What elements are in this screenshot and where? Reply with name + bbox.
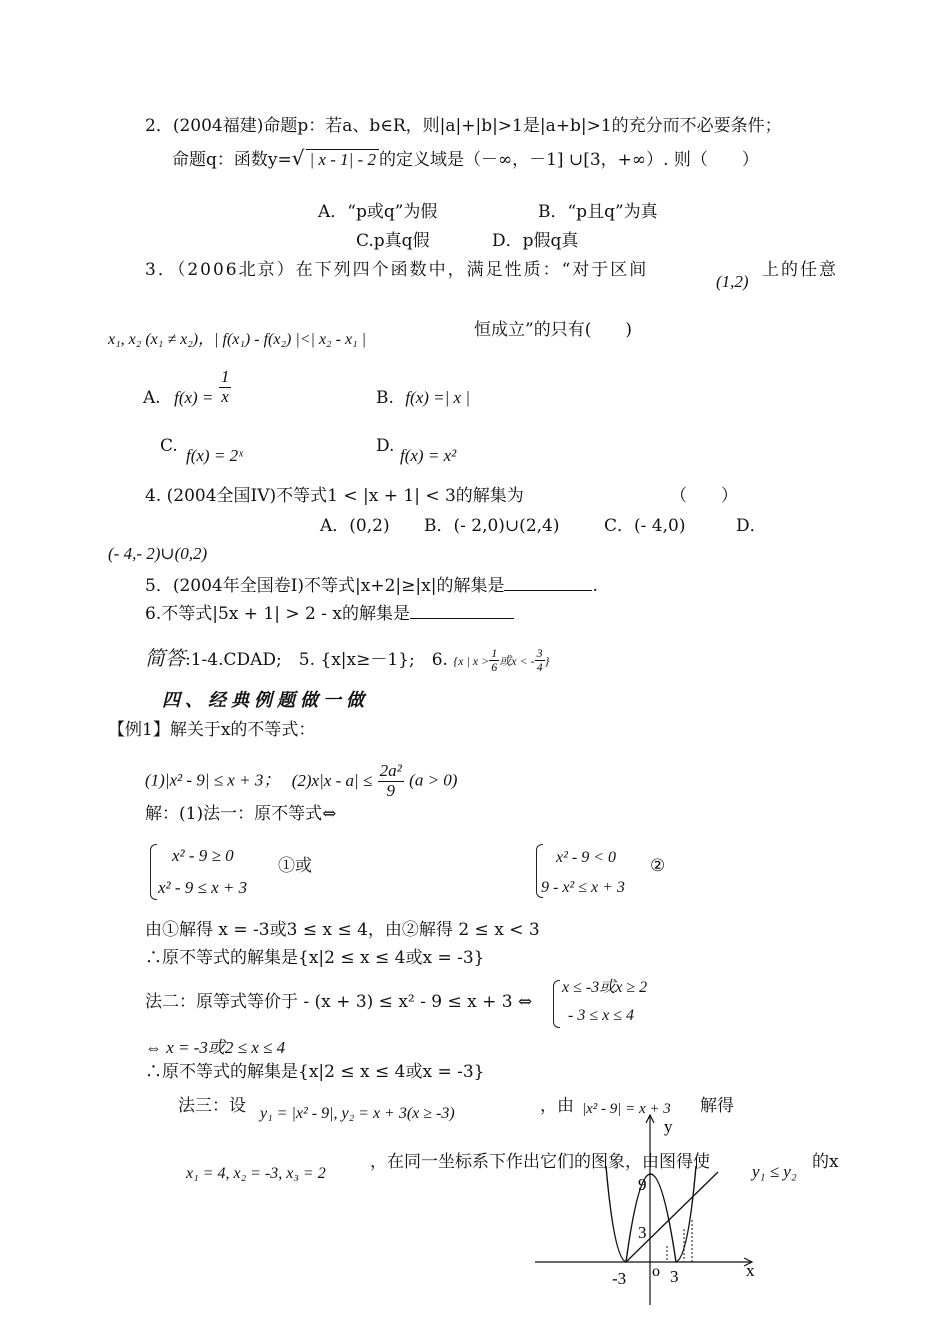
q3-option-c-math: f(x) = 2ˣ: [186, 446, 243, 465]
ex1-method3-text: ，在同一坐标系下作出它们的图象，由图得使: [370, 1152, 710, 1172]
q3-option-b: [376, 388, 470, 408]
answers-6-frac1: [489, 647, 499, 674]
system1-row2: x² - 9 ≤ x + 3: [158, 878, 248, 897]
q4-option-d: D．: [736, 516, 767, 536]
q6-text: 6.不等式|5x + 1| > 2 - x的解集是: [145, 604, 410, 624]
ex1-prob2-num: 2a²: [379, 761, 402, 780]
section-title: 四、经典例题做一做: [162, 690, 369, 711]
q5-end: .: [592, 576, 598, 596]
answers-6-den2: 4: [536, 660, 543, 674]
ex1-method3-def: y₁ = |x² - 9|, y₂ = x + 3(x ≥ -3): [260, 1105, 455, 1122]
ex1-method3-ineq: y₁ ≤ y₂: [752, 1162, 797, 1181]
ex1-method3-mid: ，由: [540, 1096, 574, 1116]
answers-6-den1: 6: [491, 660, 498, 674]
q2-option-c: C.p真q假: [356, 231, 430, 251]
system1-tag: ①或: [278, 856, 312, 876]
ex1-step1: 由①解得 x = -3或3 ≤ x ≤ 4，由②解得 2 ≤ x < 3: [145, 920, 540, 940]
q3-option-b-label: B.: [376, 388, 394, 408]
ex1-sol1: 解：(1)法一：原不等式⇔: [145, 804, 337, 824]
answers-6-num2: 3: [536, 645, 543, 660]
ex1-prob2-pre: (2)x|x - a| ≤: [291, 770, 373, 790]
q5-text: 5．(2004年全国卷I)不等式|x+2|≥|x|的解集是: [145, 576, 505, 596]
q3-line2-post: 恒成立”的只有( ): [474, 320, 632, 340]
q3-option-a-label: A.: [143, 388, 161, 408]
tick-3: 3: [638, 1223, 647, 1242]
q3-interval: (1,2): [716, 272, 749, 291]
q3-option-d-math: f(x) = x²: [400, 446, 457, 465]
ex1-conclusion2: ∴原不等式的解集是{x|2 ≤ x ≤ 4或x = -3}: [145, 1062, 485, 1082]
q2-line2-post: 的定义域是（－∞，－1] ∪[3，+∞）. 则（ ）: [378, 150, 759, 170]
ex1-method3-end: 的x: [812, 1152, 839, 1172]
q6: [145, 604, 514, 624]
q4-paren: （ ）: [670, 486, 738, 506]
answers-label: 简答: [145, 646, 185, 670]
ex1-method3-roots: x₁ = 4, x₂ = -3, x₃ = 2: [186, 1165, 326, 1182]
q2-option-d: D．p假q真: [492, 231, 579, 251]
q3-line1-post: 上的任意: [762, 260, 838, 280]
q3-option-a-math: f(x) =: [174, 388, 214, 407]
answers-6-end: }: [544, 654, 550, 668]
q3-option-a: [143, 367, 231, 408]
q4-option-b: B．(- 2,0)∪(2,4): [424, 516, 560, 536]
q2-option-b: B．“p且q”为真: [538, 202, 658, 222]
q6-blank: [410, 618, 514, 619]
q4-option-a: A．(0,2): [320, 516, 390, 536]
q5-blank: [504, 590, 592, 591]
q4-line1: 4. (2004全国IV)不等式1 < |x + 1| < 3的解集为: [145, 486, 524, 506]
q4-option-d-cont: (- 4,- 2)∪(0,2): [108, 544, 208, 563]
answers-text: :1-4.CDAD; 5. {x|x≥－1}; 6.: [185, 650, 448, 670]
origin-label: o: [652, 1263, 660, 1280]
q3-option-a-frac: [219, 368, 232, 406]
tick-9: 9: [638, 1175, 647, 1194]
system2-row1: x² - 9 < 0: [556, 849, 617, 866]
q4-option-c: C．(- 4,0): [604, 516, 686, 536]
ex1-prob1: (1)|x² - 9| ≤ x + 3；: [145, 770, 281, 790]
ex1-head: 【例1】解关于x的不等式：: [108, 720, 316, 740]
system2-row2: 9 - x² ≤ x + 3: [541, 879, 625, 896]
tick-neg3: -3: [612, 1269, 627, 1288]
q3-frac-den: x: [221, 387, 229, 406]
answers-6-pre: {x | x >: [453, 654, 490, 668]
ex1-prob2-den: 9: [386, 780, 395, 800]
system3-row1: x ≤ -3或x ≥ 2: [562, 979, 648, 996]
q3-line1: [145, 260, 648, 280]
q2-line1: 2．(2004福建)命题p：若a、b∈R，则|a|+|b|>1是|a+b|>1的充分而不必要条件；: [145, 116, 782, 136]
answers-6-mid: 或x < -: [499, 654, 535, 668]
q3-condition: x₁, x₂ (x₁ ≠ x₂)，| f(x₁) - f(x₂) |<| x₂ - x₁ |: [108, 331, 367, 348]
ex1-method3-post: 解得: [700, 1096, 734, 1116]
ex1-prob2-post: (a > 0): [409, 770, 458, 790]
ex1-method3-eq: |x² - 9| = x + 3: [582, 1101, 671, 1117]
ex1-method2b: ⇔ x = -3或2 ≤ x ≤ 4: [145, 1038, 286, 1057]
function-graph: [530, 1110, 770, 1310]
q2-line2: 命题q：函数y=√ | x - 1| - 2 的定义域是（－∞，－1] ∪[3，+∞）. 则（ ）: [172, 146, 759, 170]
ex1-conclusion1: ∴原不等式的解集是{x|2 ≤ x ≤ 4或x = -3}: [145, 948, 485, 968]
ex1-prob2-frac: [378, 762, 404, 800]
answers: [145, 646, 549, 674]
q3-line1-text: 3．（2006北京）在下列四个函数中，满足性质：“对于区间: [145, 260, 649, 280]
q2-line2-pre: 命题q：函数y=: [172, 150, 292, 170]
system2-tag: ②: [650, 856, 666, 876]
q2-sqrt-body: | x - 1| - 2: [306, 149, 378, 170]
q3-option-c-label: C.: [160, 436, 178, 456]
system3-brace: [553, 980, 560, 1028]
tick-pos3: 3: [670, 1267, 679, 1286]
x-axis-label: x: [746, 1261, 755, 1280]
curve-y1: [606, 1166, 696, 1262]
system1-row1: x² - 9 ≥ 0: [172, 846, 234, 865]
ex1-problems: [145, 762, 457, 800]
q3-frac-num: 1: [220, 367, 230, 387]
ex1-method3-pre: 法三：设: [178, 1096, 246, 1116]
q3-option-b-math: f(x) =| x |: [405, 388, 471, 407]
system1-brace: [150, 844, 157, 900]
answers-6-num1: 1: [491, 645, 498, 660]
ex1-method2: 法二：原等式等价于 - (x + 3) ≤ x² - 9 ≤ x + 3 ⇔: [145, 992, 533, 1012]
q5: [145, 576, 598, 596]
y-axis-label: y: [664, 1117, 673, 1136]
system3-row2: - 3 ≤ x ≤ 4: [568, 1007, 634, 1024]
q3-option-d-label: D.: [376, 436, 395, 456]
q2-option-a: A．“p或q”为假: [318, 202, 438, 222]
answers-6-frac2: [535, 647, 545, 674]
